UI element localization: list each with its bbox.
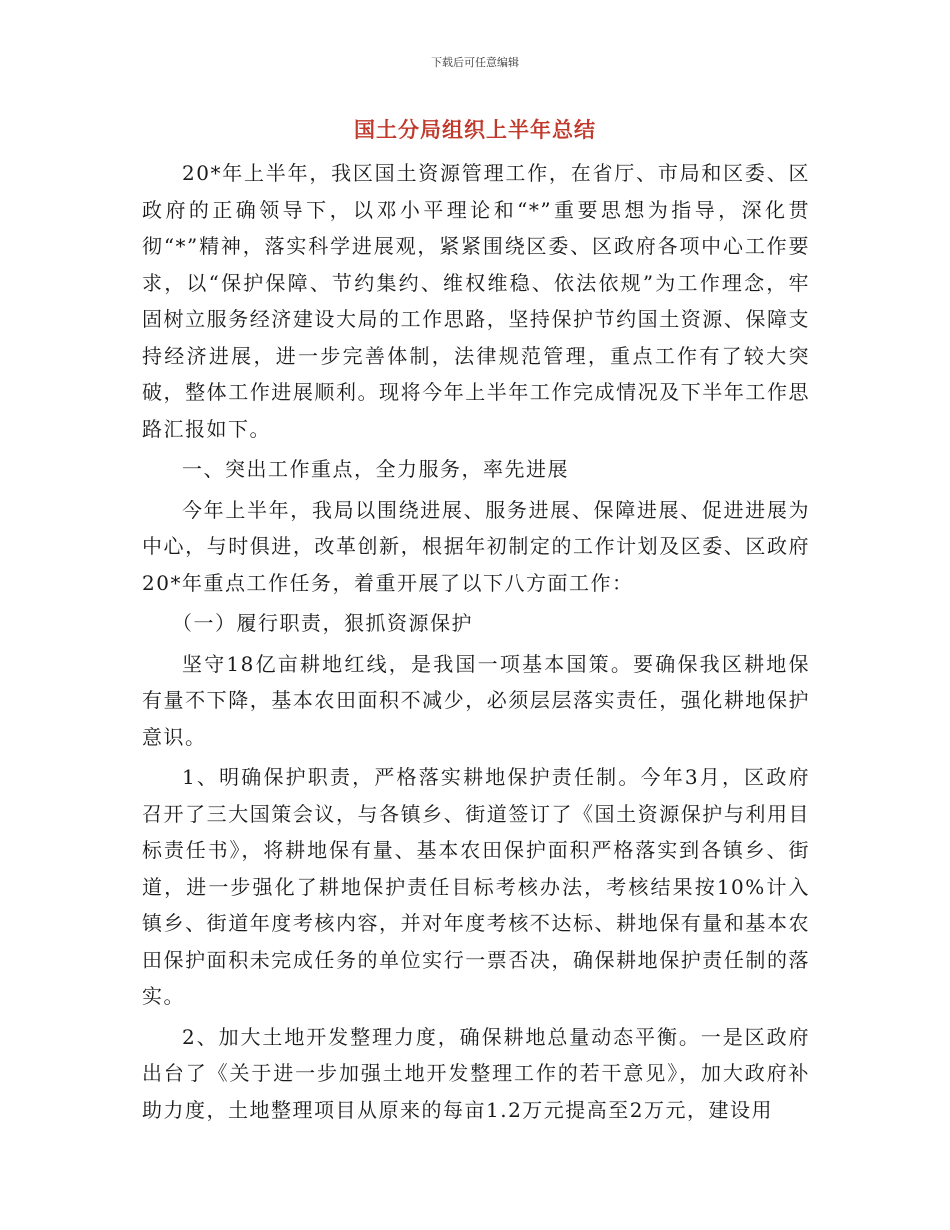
subsection-heading-1: （一）履行职责，狠抓资源保护 [172, 611, 473, 635]
paragraph-item-1: 1、明确保护职责，严格落实耕地保护责任制。今年3月，区政府召开了三大国策会议，与各镇乡、街道签订了《国土资源保护与利用目标责任书》，将耕地保有量、基本农田保护面积严格落实到各镇乡、街道，进一步强化了耕地保护责任目标考核办法，考核结果按10%计入镇乡、街道年度考核内容，并对年度考核不达标、耕地保有量和基本农田保护面积未完成任务的单位实行一票否决，确保耕地保护责任制的落实。 [142, 765, 810, 1008]
paragraph-subsection-1: 坚守18亿亩耕地红线，是我国一项基本国策。要确保我区耕地保有量不下降，基本农田面积不减少，必须层层落实责任，强化耕地保护意识。 [142, 651, 810, 749]
paragraph-section-1: 今年上半年，我局以围绕进展、服务进展、保障进展、促进进展为中心，与时俱进，改革创新，根据年初制定的工作计划及区委、区政府20*年重点工作任务，着重开展了以下八方面工作： [142, 497, 810, 595]
section-heading-1: 一、突出工作重点，全力服务，率先进展 [182, 457, 569, 481]
paragraph-item-2: 2、加大土地开发整理力度，确保耕地总量动态平衡。一是区政府出台了《关于进一步加强土地开发整理工作的若干意见》，加大政府补助力度，土地整理项目从原来的每亩1.2万元提高至2万元，建设用 [142, 1024, 810, 1122]
paragraph-intro: 20*年上半年，我区国土资源管理工作，在省厅、市局和区委、区政府的正确领导下，以邓小平理论和“*”重要思想为指导，深化贯彻“*”精神，落实科学进展观，紧紧围绕区委、区政府各项中心工作要求，以“保护保障、节约集约、维权维稳、依法依规”为工作理念，牢固树立服务经济建设大局的工作思路，坚持保护节约国土资源、保障支持经济进展，进一步完善体制，法律规范管理，重点工作有了较大突破，整体工作进展顺利。现将今年上半年工作完成情况及下半年工作思路汇报如下。 [142, 161, 810, 441]
header-note: 下载后可任意编辑 [431, 56, 519, 69]
document-title: 国土分局组织上半年总结 [354, 118, 596, 142]
document-body [142, 155, 810, 1128]
